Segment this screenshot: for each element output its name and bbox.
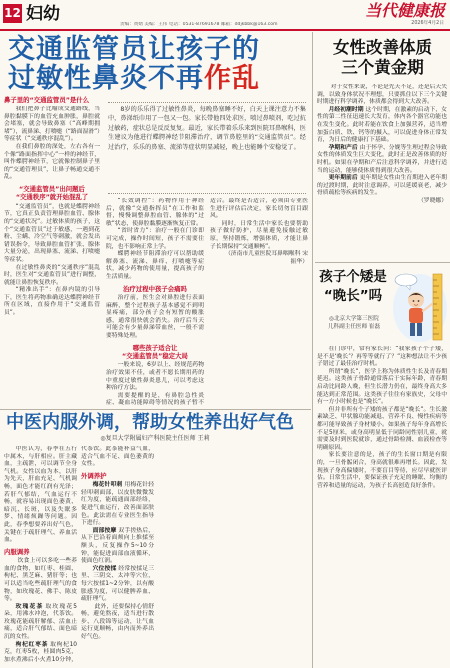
main-column-a — [4, 106, 100, 408]
right-section-rule — [315, 262, 450, 263]
height-author-line1: ◎北京大学第三医院 — [329, 316, 379, 322]
main-headline-line1: 交通监管员让孩子的 — [8, 34, 260, 65]
paragraph-lead: 枸杞红枣茶 — [15, 641, 49, 648]
illustration-svg — [392, 268, 448, 344]
height-headline-line1: 孩子个矮是 — [319, 269, 387, 285]
issue-date: 2026年4月2日 — [411, 21, 444, 26]
paragraph-lead: 面部按摩 — [92, 527, 117, 534]
paragraph: 所谓“晚长”，医学上称为体质性生长及青春期延迟。这类孩子骨龄通常落后于实际年龄，青春期启动比同龄人晚，但生长潜力仍在，最终身高大多能达到正常范围。这类孩子往往有家族史，父母中有一方小时候也是“晚长”。 — [317, 368, 447, 406]
child-shirt — [409, 308, 423, 323]
article-credit: （济南市儿童医院耳鼻咽喉科 宋振华） — [225, 251, 308, 265]
paragraph-lead: 月经初潮时期 — [328, 106, 364, 113]
paragraph: 在过敏性鼻炎的“交通秩序”混乱时，医生对“交通监管员”进行调整，就能让鼻腔恢复秩序。 — [4, 264, 100, 286]
paragraph: 蝶腭神经节阻滞治疗可以帮助缓解鼻塞、流涕、鼻痒、打喷嚏等症状，减少药物的使用量，提高孩子的生活质量。 — [106, 251, 204, 280]
main-lead-box — [108, 102, 306, 194]
paragraph-lead: 玫瑰花茶 — [15, 603, 44, 610]
height-body — [317, 346, 447, 666]
women-headline-line1: 女性改善体质 — [333, 38, 432, 57]
masthead-logo: 当代健康报 — [364, 1, 445, 20]
paragraph: “交通监管员”，也就是蝶腭神经节，它真正负责管理鼻腔血管、腺体的“交通状况”。过敏体质的孩子，这个“交通监管员”过于敏感，一遇到花粉、尘螨、冷空气等刺激，就会发出错误指令，导致鼻腔血管扩张、腺体大量分泌，出现鼻塞、流涕、打喷嚏等症状。 — [4, 203, 100, 263]
lead-paragraph: 8岁的乐乐得了过敏性鼻炎，每晚鼻塞睡不好，白天上课注意力不集中，鼻涕纸巾用了一包又一包。家长带他四处求医，喷过鼻喷剂，吃过抗过敏药，症状总是反反复复。最近，家长带着乐乐来到医院耳鼻喉科，医生建议为他进行蝶腭神经节阻滞治疗，调节鼻腔里的“交通监管员”。经过治疗，乐乐的鼻塞、流涕等症状明显减轻，晚上也能睡个安稳觉了。 — [108, 106, 306, 151]
women-headline — [315, 38, 450, 78]
paragraph — [81, 482, 154, 528]
main-columns-b-c — [106, 198, 308, 408]
main-subhead-2 — [4, 185, 100, 202]
section-title: 妇幼 — [26, 4, 60, 24]
paragraph — [4, 558, 77, 604]
child-leg-right — [417, 323, 422, 336]
paragraph: 一般来说，6岁以上、经规范药物治疗效果不佳，或者不愿长期用药的中重度过敏性鼻炎患儿，可以考虑这种治疗方法。 — [106, 362, 204, 392]
paragraph: 同时，日常生活中家长也要帮助孩子做好防护，尽量避免接触过敏原，坚持锻炼，增强体质，才能让鼻子长期保持“交通顺畅”。 — [210, 220, 308, 250]
paragraph: 我们把鼻子比喻成交通路线，当鼻腔黏膜下的血管充血肿胀，鼻腔就会堵塞，就会导致鼻塞（“高峰期拥堵”），流鼻涕、打喷嚏（“路面湿滑”）等症状（“交通秩序混乱”）。 — [4, 106, 100, 143]
editor-line: 责编：黄婧 美编：王伟 电话：0531-87691678 邮箱：ddjkbbk@163.com — [120, 22, 278, 27]
paragraph — [81, 604, 154, 642]
paragraph-text: 此外，还要保持心情舒畅，避免熬夜，适当进行散步、八段锦等运动，让气血运行更顺畅，由内而外养出好气色。 — [81, 603, 154, 641]
ruler — [433, 274, 442, 340]
speech-bubble — [395, 274, 417, 286]
paragraph-text: 经常按揉足三里、三阴交、太冲等穴位，每穴按揉1~2分钟，以有酸胀感为度，可以健脾养血、疏肝理气。 — [81, 565, 154, 603]
paragraph-lead: 穴位按揉 — [92, 565, 117, 572]
paragraph-lead: 更年期前后 — [328, 175, 358, 182]
paragraph: 中医认为，春季在五行中属木，与肝相应。肝主藏血，主疏泄，可以调节全身气机。女性以血为本，以肝为先天，肝血充足、气机调畅，面色才能红润有光泽；若肝气郁结，气血运行不畅，就容易出现面色萎黄、暗沉、长斑，以及失眠多梦、情绪烦躁等问题。因此，春季想要养出好气色，关键在于疏肝理气、养血活血。 — [4, 446, 77, 544]
height-author-line2: 儿科副主任医师 崔磊 — [327, 324, 381, 330]
paragraph-text: 饮食上可以多吃一些养血的食物，如红枣、桂圆、枸杞、黑芝麻、猪肝等；也可以适当吃些疏肝理气的食物，如玫瑰花、佛手、陈皮等。 — [4, 558, 77, 603]
main-subhead-1: 鼻子里的“交通监管员”是什么 — [4, 96, 90, 104]
main-subhead-3: 治疗过程中孩子会痛吗 — [123, 284, 187, 293]
tcm-headline: 中医内服外调，帮助女性养出好气色 — [6, 412, 294, 433]
header-rule — [0, 29, 450, 31]
height-headline — [316, 268, 390, 306]
tcm-subhead-external: 外调养护 — [81, 471, 107, 480]
height-author — [316, 315, 392, 331]
paragraph-text: 对于女性来说，不论是先天不足，还是后天失调，以致身体状况不理想，只要抓住以下三个关键时期进行科学调养，体质都会得到大大改善。 — [317, 84, 447, 106]
main-subhead-2-line2: “交通秩序”就开始混乱了 — [15, 193, 89, 202]
main-headline-line2-a: 过敏性鼻炎不再 — [8, 63, 204, 94]
paragraph-text: 双手搓热后，从下巴沿着面颊向上推揉至额头，反复操作5~10分钟，能促进面部血液循环，使面色红润。 — [81, 527, 154, 565]
paragraph: “省时省力”：治疗一般在门诊即可完成，操作时间短，孩子不需要住院，也不影响正常上学。 — [106, 228, 204, 250]
paragraph — [317, 175, 447, 198]
main-subhead-4-line1: 哪些孩子适合让 — [132, 343, 178, 352]
tcm-author: ◎复旦大学附属妇产科医院主任医师 王莉 — [100, 435, 210, 442]
paragraph: 在门诊中，常有家长问：“我家孩子个子矮，是不是‘晚长’？再等等就行了？”这种想法让不少孩子错过了最佳治疗时机。 — [317, 346, 447, 368]
child-eye-right — [418, 300, 420, 302]
paragraph-text: 由于怀孕、分娩等生理过程会导致女性的体质发生巨大变化，此时正是改善体质的好时机。如果在孕期和产后注意科学调养，并进行适当的运动，能够使体质得到很大改善。 — [317, 144, 447, 174]
paragraph: 但并非所有个子矮的孩子都是“晚长”。生长激素缺乏、甲状腺功能减退、营养不良、慢性疾病等都可能导致孩子身材矮小。如果孩子每年身高增长不足5厘米，或身高明显低于同龄同性别儿童，就需要及时到医院就诊，通过骨龄检测、血液检查等明确原因。 — [317, 406, 447, 451]
paragraph-text: 取枸杞10克，红枣5枚，桂圆肉5克，加水煮沸后小火煮10分钟，代茶饮。此茶能补益气血，适合气血不足、面色萎黄的女性。 — [4, 446, 154, 663]
paragraph — [81, 566, 154, 604]
paragraph: 在我们鼻腔的深处，左右各有一个像“路面指挥中心”一样的神经节，叫作蝶腭神经节，它就像控制鼻子里的“交通管理员”，让鼻子畅通交通不乱。 — [4, 143, 100, 181]
paragraph-text: 用梅花针轻轻叩刺面部，以皮肤微微发红为度，能疏通面部经络，促进气血运行，改善面部肤色。此法需在专业医生指导下进行。 — [81, 482, 154, 527]
main-subhead-4-line2: “交通监管员”稳定大局 — [122, 351, 188, 360]
paragraph: 需要提醒的是，有鼻腔急性炎症、凝血功能障碍等情况的孩子暂不适合。最终是否适合，必须由专业医生进行评估后决定，家长切勿盲目跟风。 — [106, 198, 308, 407]
paragraph: 家长要注意的是，孩子的生长窗口期是有限的，一旦骨骺闭合，身高就很难再增长。因此，发现孩子身高偏矮时，不要盲目等待，应尽早就医评估。日常生活中，要保证孩子充足的睡眠、均衡的营养和适量的运动，为孩子长高创造良好条件。 — [317, 452, 447, 489]
section-rule — [0, 409, 311, 410]
height-headline-line2: “晚长”吗 — [323, 288, 383, 304]
paragraph — [317, 107, 447, 145]
main-subhead-4 — [106, 344, 204, 361]
child-leg-left — [410, 323, 415, 336]
women-headline-line2: 三个黄金期 — [341, 58, 424, 77]
paragraph-text: 取玫瑰花5朵，用沸水冲泡，代茶饮。玫瑰花能疏肝解郁、活血止痛，适合肝气郁结、面色暗沉的女性。 — [4, 603, 77, 641]
paragraph-lead: 梅花针叩刺 — [92, 482, 123, 489]
paragraph-text: 更年期是女性由生育期进入老年期的过渡时期，此时注意调养，可以延缓衰老，减少骨质疏松等疾病的发生。 — [317, 175, 447, 197]
paragraph: 治疗前，医生会对鼻腔进行表面麻醉，整个过程孩子基本感觉不到明显疼痛，部分孩子会有短暂的酸胀感，通常很快就会消失。治疗后当天可能会有少量鼻涕带血丝，一般不需要特殊处理。 — [106, 294, 204, 339]
column-divider — [312, 32, 313, 668]
child-measuring-height-illustration — [392, 268, 448, 344]
tcm-body — [4, 446, 308, 666]
paragraph-lead: 孕期和产后 — [328, 144, 358, 151]
paragraph — [4, 604, 77, 642]
tcm-subhead-internal: 内服调养 — [4, 547, 30, 556]
paragraph: “精准出手”：在鼻内镜的引导下，医生将药物准确送达蝶腭神经节所在区域，直接作用于“交通监管员”。 — [4, 287, 100, 317]
child-eye-left — [413, 300, 415, 302]
paragraph — [317, 84, 447, 107]
paragraph — [81, 528, 154, 566]
main-headline-highlight: 作乱 — [204, 63, 260, 94]
main-subhead-2-line1: “交通监管员”出问题后 — [19, 184, 85, 193]
main-headline — [8, 35, 308, 93]
paragraph — [317, 145, 447, 175]
article-credit: （罗晓娜） — [418, 197, 447, 204]
main-headline-line2 — [8, 64, 308, 93]
paragraph-text: 这个时期，在激素的启动下，女性的第二性征迅速长大发育，体内各个器官功能也在发生变化。此时若能在饮食上加强营养，适当增加蛋白质、铁、钙等的摄入，可以促进身体正常发育，为日后的健康打下基础。 — [317, 106, 447, 144]
women-body — [317, 84, 447, 258]
paragraph: “长效调控”：药物作用于神经后，就像“交通指挥员”在工作和监督，慢慢调整鼻腔血管、腺体的“过敏”状态，使鼻腔黏膜逐渐恢复正常。 — [106, 198, 204, 227]
page-number: 12 — [3, 4, 22, 23]
